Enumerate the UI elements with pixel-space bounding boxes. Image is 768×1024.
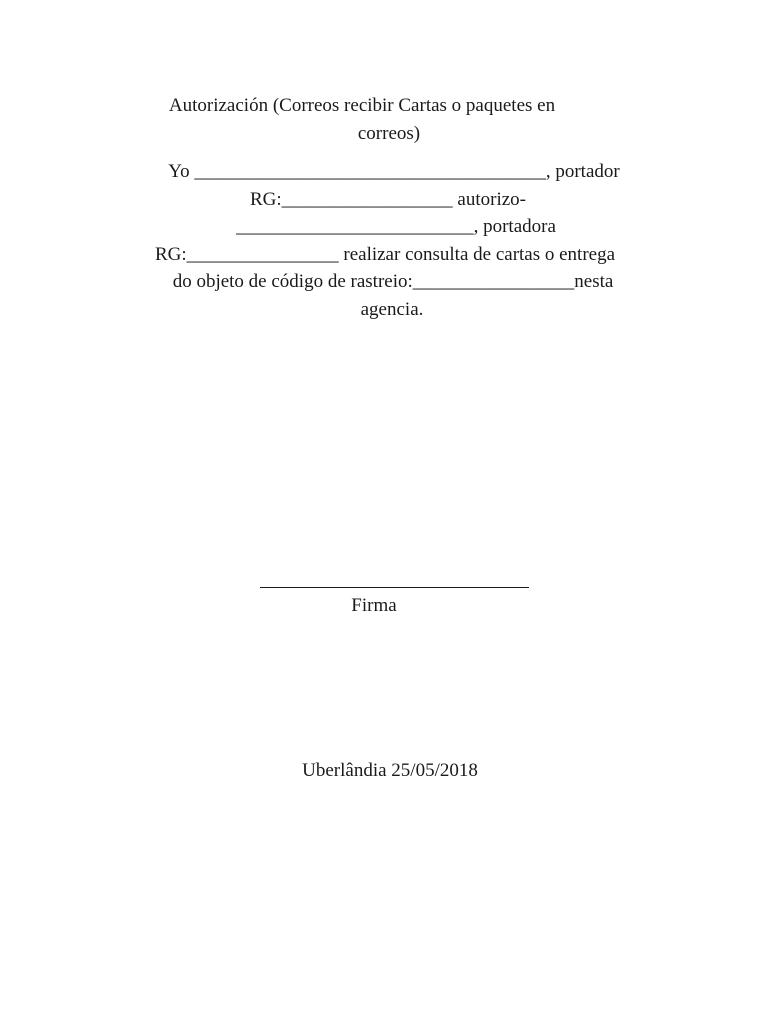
authorization-text-line-3: _________________________, portadora: [236, 216, 556, 237]
document-title-line-2: correos): [357, 123, 421, 144]
authorization-text-line-2: RG:__________________ autorizo-: [249, 189, 526, 210]
authorization-text-line-5: do objeto de código de rastreio:_________________nesta: [172, 271, 614, 292]
authorization-text-line-6: agencia.: [360, 299, 424, 320]
authorization-text-line-1: Yo _____________________________________, portador: [168, 161, 620, 182]
place-and-date: Uberlândia 25/05/2018: [302, 760, 478, 781]
signature-label: Firma: [351, 595, 397, 616]
authorization-text-line-4: RG:________________ realizar consulta de cartas o entrega: [154, 244, 616, 265]
document-title-line-1: Autorización (Correos recibir Cartas o paquetes en: [168, 95, 556, 116]
signature-line: [260, 587, 529, 588]
